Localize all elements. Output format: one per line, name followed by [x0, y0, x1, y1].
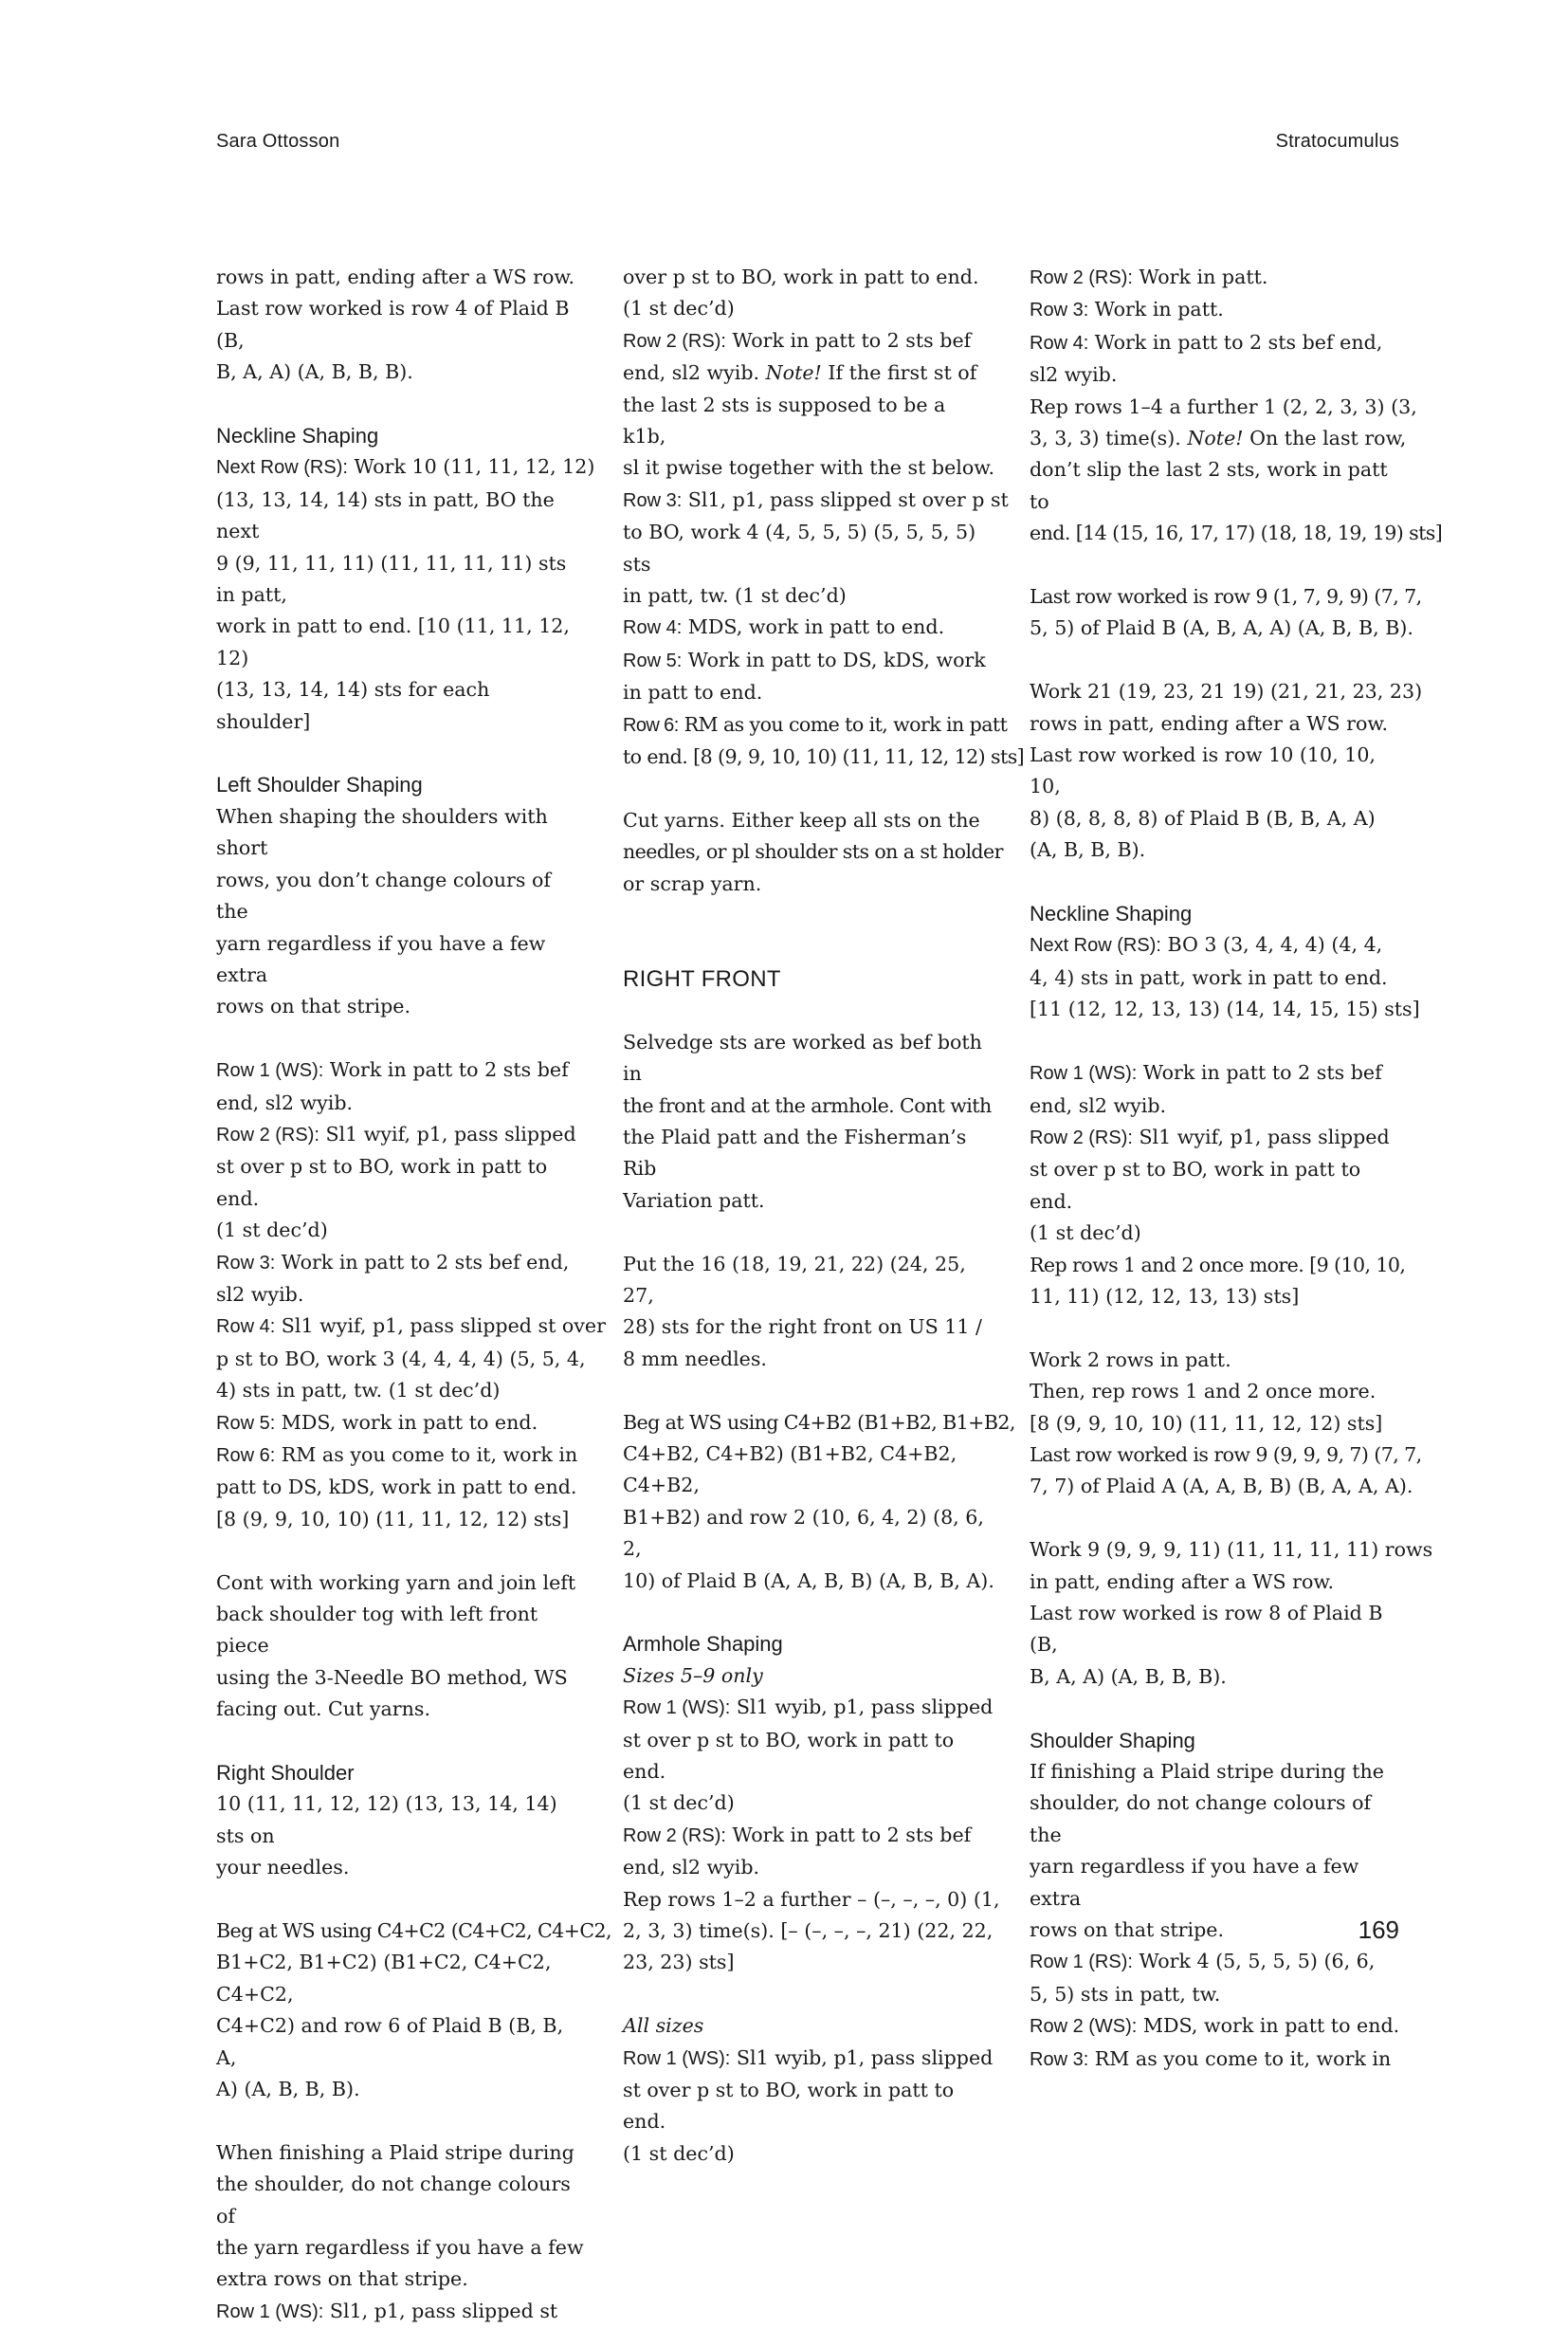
text-line: don’t slip the last 2 sts, work in patt to	[1030, 458, 1388, 513]
text-line: extra rows on that stripe.	[216, 2267, 468, 2291]
text-line: rows on that stripe.	[1030, 1918, 1225, 1942]
text-line: B, A, A) (A, B, B, B).	[1030, 1664, 1227, 1688]
text-line: (1 st dec’d)	[623, 2141, 735, 2165]
row-label: Row 4:	[623, 617, 683, 639]
text-line: [8 (9, 9, 10, 10) (11, 11, 12, 12) sts]	[216, 1507, 570, 1531]
row-label: Row 1 (RS):	[1030, 1952, 1133, 1973]
text-line: Selvedge sts are worked as bef both in	[623, 1030, 982, 1086]
row-text: Work in patt to 2 sts bef end,	[275, 1250, 570, 1274]
text-line: Put the 16 (18, 19, 21, 22) (24, 25, 27,	[623, 1252, 966, 1307]
section-title-right-front: RIGHT FRONT	[623, 965, 781, 992]
text-line	[1030, 1057, 1403, 1090]
heading-left-shoulder-shaping: Left Shoulder Shaping	[216, 773, 423, 797]
text-line	[1030, 423, 1407, 454]
text-line: shoulder, do not change colours of the	[1030, 1791, 1372, 1846]
text-line: Variation patt.	[623, 1188, 765, 1212]
text-line: yarn regardless if you have a few extra	[1030, 1855, 1359, 1910]
row-label: Row 3:	[1030, 2048, 1089, 2070]
text-column-2	[623, 262, 1025, 2170]
text-line: Rep rows 1–4 a further 1 (2, 2, 3, 3) (3,	[1030, 394, 1417, 418]
text-line: to end. [8 (9, 9, 10, 10) (11, 11, 12, 12) sts]	[623, 745, 1025, 769]
text-line	[216, 1247, 588, 1279]
heading-right-shoulder: Right Shoulder	[216, 1761, 355, 1786]
row-label: Row 5:	[216, 1412, 276, 1434]
text-line	[1030, 2044, 1403, 2076]
text-line	[216, 1407, 588, 1439]
text-line: the shoulder, do not change colours of	[216, 2172, 571, 2227]
row-text: Work in patt to 2 sts bef	[1137, 1061, 1382, 1085]
text-line: (A, B, B, B).	[1030, 838, 1146, 862]
text-line: in patt to end.	[623, 681, 763, 705]
text-line	[623, 2010, 994, 2042]
row-text: Work 10 (11, 11, 12, 12)	[347, 455, 595, 479]
text-line	[1030, 262, 1403, 294]
text-line: or scrap yarn.	[623, 871, 762, 895]
text-line: work in patt to end. [10 (11, 11, 12, 12)	[216, 614, 570, 669]
text-line: over p st to BO, work in patt to end.	[623, 266, 979, 288]
text-line: 8 mm needles.	[623, 1347, 767, 1370]
text-line: (1 st dec’d)	[623, 297, 735, 321]
text-line: p st to BO, work 3 (4, 4, 4, 4) (5, 5, 4,	[216, 1347, 586, 1370]
text-line: Work 2 rows in patt.	[1030, 1347, 1231, 1371]
text-line	[623, 709, 1008, 742]
text-line: using the 3-Needle BO method, WS	[216, 1665, 568, 1689]
heading-neckline-shaping: Neckline Shaping	[216, 424, 379, 449]
text-line: sl2 wyib.	[1030, 363, 1118, 387]
text-line: rows in patt, ending after a WS row.	[1030, 711, 1389, 735]
text-line: (1 st dec’d)	[216, 1219, 328, 1242]
row-text: RM as you come to it, work in	[1088, 2046, 1392, 2070]
text-line	[623, 612, 994, 644]
text-line: A) (A, B, B, B).	[216, 2078, 360, 2101]
text-line: back shoulder tog with left front piece	[216, 1603, 538, 1658]
text-line: When shaping the shoulders with short	[216, 804, 548, 860]
text-line: Rep rows 1–2 a further – (–, –, –, 0) (1,	[623, 1887, 1000, 1911]
row-text: MDS, work in patt to end.	[1137, 2014, 1400, 2038]
text-line: Beg at WS using C4+B2 (B1+B2, B1+B2,	[623, 1410, 1015, 1434]
text-line: (13, 13, 14, 14) sts in patt, BO the next	[216, 487, 555, 543]
text-line: the yarn regardless if you have a few	[216, 2236, 584, 2260]
page-number: 169	[1358, 1916, 1399, 1944]
text-line: st over p st to BO, work in patt to end.	[623, 2079, 955, 2134]
sizes-note: Sizes 5–9 only	[623, 1663, 763, 1687]
text-line: Last row worked is row 8 of Plaid B (B,	[1030, 1601, 1383, 1657]
text-line	[1030, 1946, 1403, 1978]
text-line: Work 21 (19, 23, 21 19) (21, 21, 23, 23)	[1030, 680, 1423, 704]
row-text: RM as you come to it, work in	[275, 1442, 578, 1466]
heading-neckline-shaping: Neckline Shaping	[1030, 902, 1193, 926]
row-label: Row 2 (RS):	[216, 1124, 319, 1146]
note-label: Note!	[1187, 427, 1244, 450]
row-label: Row 2 (RS):	[1030, 1127, 1133, 1148]
text-line: rows in patt, ending after a WS row.	[216, 266, 575, 288]
row-text: Work in patt to 2 sts bef end,	[1088, 330, 1383, 354]
text-line: B1+C2, B1+C2) (B1+C2, C4+C2, C4+C2,	[216, 1951, 552, 2006]
heading-shoulder-shaping: Shoulder Shaping	[1030, 1728, 1195, 1752]
text-line	[216, 1054, 588, 1087]
row-text: RM as you come to it, work in patt	[678, 712, 1008, 736]
text-line: 5, 5) of Plaid B (A, B, A, A) (A, B, B, B).	[1030, 616, 1413, 640]
row-label: Row 2 (WS):	[1030, 2016, 1138, 2038]
row-text: If the first st of	[821, 361, 977, 385]
text-line	[623, 2043, 994, 2075]
text-line: 7, 7) of Plaid A (A, A, B, B) (B, A, A, A).	[1030, 1475, 1413, 1498]
text-line: 2, 3, 3) time(s). [– (–, –, –, 21) (22, 22,	[623, 1919, 994, 1943]
text-line	[623, 1692, 994, 1724]
text-line: Beg at WS using C4+C2 (C4+C2, C4+C2,	[216, 1919, 611, 1943]
text-line	[623, 357, 994, 389]
text-line	[216, 1311, 606, 1343]
row-text: end, sl2 wyib.	[623, 361, 766, 385]
text-line: When finishing a Plaid stripe during	[216, 2140, 574, 2164]
text-line: in patt, tw. (1 st dec’d)	[623, 584, 847, 608]
text-line: [8 (9, 9, 10, 10) (11, 11, 12, 12) sts]	[1030, 1411, 1383, 1435]
text-line: 23, 23) sts]	[623, 1951, 735, 1974]
text-line: rows, you don’t change colours of the	[216, 868, 551, 924]
text-line: end, sl2 wyib.	[1030, 1093, 1167, 1117]
text-line	[1030, 294, 1403, 326]
row-label: Row 6:	[623, 714, 679, 736]
text-line: st over p st to BO, work in patt to end.	[1030, 1158, 1361, 1213]
row-label: Row 3:	[1030, 300, 1089, 321]
text-line: B1+B2) and row 2 (10, 6, 4, 2) (8, 6, 2,	[623, 1505, 984, 1561]
row-text: Work in patt to 2 sts bef	[725, 328, 972, 352]
text-line: the last 2 sts is supposed to be a k1b,	[623, 393, 946, 449]
text-line: 10 (11, 11, 12, 12) (13, 13, 14, 14) sts on	[216, 1792, 557, 1847]
text-line: the Plaid patt and the Fisherman’s Rib	[623, 1125, 967, 1181]
text-line	[216, 1439, 588, 1472]
text-line: Last row worked is row 4 of Plaid B (B,	[216, 297, 570, 352]
text-line: (13, 13, 14, 14) sts for each shoulder]	[216, 678, 490, 733]
running-header-title: Stratocumulus	[1275, 131, 1399, 152]
row-label: Row 3:	[216, 1252, 276, 1274]
row-label: Row 1 (WS):	[623, 1697, 731, 1719]
text-line: 9 (9, 11, 11, 11) (11, 11, 11, 11) sts in patt,	[216, 551, 567, 607]
text-line: Last row worked is row 9 (9, 9, 9, 7) (7, 7,	[1030, 1442, 1422, 1466]
text-line: yarn regardless if you have a few extra	[216, 931, 546, 986]
row-label: Row 1 (WS):	[1030, 1063, 1138, 1085]
text-line: 4) sts in patt, tw. (1 st dec’d)	[216, 1379, 501, 1402]
note-label: Note!	[765, 361, 822, 385]
text-line: 10) of Plaid B (A, A, B, B) (A, B, B, A).	[623, 1568, 994, 1592]
text-line: Cont with working yarn and join left	[216, 1570, 576, 1594]
text-line	[216, 451, 595, 484]
row-text: Work in patt.	[1132, 266, 1268, 288]
row-label: Row 5:	[623, 650, 683, 671]
text-line: Last row worked is row 9 (1, 7, 9, 9) (7, 7,	[1030, 585, 1422, 609]
row-label: Row 4:	[216, 1316, 276, 1338]
row-text: Sl1 wyib, p1, pass slipped	[730, 1696, 994, 1719]
text-line: If finishing a Plaid stripe during the	[1030, 1759, 1384, 1783]
row-label: Row 1 (WS):	[216, 2301, 324, 2322]
row-text: Sl1 wyif, p1, pass slipped	[1132, 1125, 1390, 1148]
row-text: Work in patt to 2 sts bef	[323, 1058, 569, 1082]
row-label: Row 4:	[1030, 332, 1089, 354]
text-line: 8) (8, 8, 8, 8) of Plaid B (B, B, A, A)	[1030, 806, 1376, 830]
text-line: patt to DS, kDS, work in patt to end.	[216, 1476, 577, 1499]
row-text: Sl1 wyib, p1, pass slipped	[730, 2045, 994, 2069]
row-label: Row 2 (RS):	[623, 330, 726, 352]
row-label: Next Row (RS):	[1030, 935, 1161, 957]
row-label: Row 1 (WS):	[216, 1060, 324, 1082]
text-line: (1 st dec’d)	[1030, 1221, 1141, 1245]
text-line: your needles.	[216, 1856, 350, 1879]
row-text: Sl1, p1, pass slipped st	[323, 2299, 558, 2322]
text-line	[216, 2296, 588, 2328]
text-line: the front and at the armhole. Cont with	[623, 1093, 992, 1117]
text-line: facing out. Cut yarns.	[216, 1697, 431, 1721]
row-text: Sl1, p1, pass slipped st over p st	[682, 487, 1009, 511]
text-line	[1030, 929, 1403, 962]
row-text: Work 4 (5, 5, 5, 5) (6, 6,	[1132, 1950, 1376, 1973]
text-line: Rep rows 1 and 2 once more. [9 (10, 10,	[1030, 1253, 1406, 1276]
text-line: (1 st dec’d)	[623, 1791, 735, 1815]
text-line: Cut yarns. Either keep all sts on the	[623, 808, 980, 832]
text-line	[623, 325, 994, 357]
text-column-1	[216, 262, 611, 2328]
row-text: Sl1 wyif, p1, pass slipped	[319, 1122, 576, 1146]
running-header-author: Sara Ottosson	[216, 131, 340, 152]
text-line: Last row worked is row 10 (10, 10, 10,	[1030, 743, 1376, 798]
text-line	[1030, 1122, 1403, 1154]
text-line	[1030, 2010, 1403, 2043]
row-label: Row 2 (RS):	[1030, 267, 1133, 288]
text-line: sl it pwise together with the st below.	[623, 456, 995, 480]
text-line: C4+C2) and row 6 of Plaid B (B, B, A,	[216, 2014, 564, 2069]
row-label: Row 1 (WS):	[623, 2047, 731, 2069]
row-label: Row 2 (RS):	[623, 1824, 726, 1846]
text-line: to BO, work 4 (4, 5, 5, 5) (5, 5, 5, 5) sts	[623, 521, 976, 576]
row-text: On the last row,	[1243, 427, 1407, 450]
row-label: Row 6:	[216, 1444, 276, 1466]
text-line: 5, 5) sts in patt, tw.	[1030, 1982, 1221, 2006]
text-line	[216, 1119, 588, 1151]
text-line: end, sl2 wyib.	[216, 1091, 354, 1114]
heading-armhole-shaping: Armhole Shaping	[623, 1632, 783, 1657]
row-label: Next Row (RS):	[216, 457, 348, 479]
text-line: st over p st to BO, work in patt to end.	[216, 1155, 548, 1210]
text-line: sl2 wyib.	[216, 1282, 304, 1306]
row-text: MDS, work in patt to end.	[275, 1410, 538, 1434]
text-column-3	[1030, 262, 1443, 2076]
text-line: rows on that stripe.	[216, 995, 411, 1018]
row-text: MDS, work in patt to end.	[682, 615, 945, 639]
text-line: B, A, A) (A, B, B, B).	[216, 360, 413, 384]
row-text: BO 3 (3, 4, 4, 4) (4, 4,	[1160, 933, 1383, 957]
text-line	[623, 645, 994, 677]
row-text: Work in patt to DS, kDS, work	[682, 648, 986, 671]
text-line: needles, or pl shoulder sts on a st holder	[623, 840, 1003, 864]
row-text: Work in patt to 2 sts bef	[725, 1823, 972, 1846]
text-line: st over p st to BO, work in patt to end.	[623, 1728, 955, 1783]
text-line: 28) sts for the right front on US 11 /	[623, 1315, 982, 1339]
text-line: end. [14 (15, 16, 17, 17) (18, 18, 19, 19) sts]	[1030, 522, 1443, 545]
text-line	[1030, 327, 1403, 359]
text-line: [11 (12, 12, 13, 13) (14, 14, 15, 15) sts]	[1030, 998, 1420, 1021]
row-text: Work in patt.	[1088, 298, 1224, 321]
row-text: Sl1 wyif, p1, pass slipped st over	[275, 1314, 606, 1338]
text-line	[623, 1660, 994, 1692]
text-line: in patt, ending after a WS row.	[1030, 1569, 1335, 1593]
text-line	[623, 485, 1009, 517]
text-line: C4+B2, C4+B2) (B1+B2, C4+B2, C4+B2,	[623, 1441, 957, 1497]
sizes-note: All sizes	[623, 2014, 704, 2038]
text-line: Then, rep rows 1 and 2 once more.	[1030, 1380, 1377, 1403]
row-text: 3, 3, 3) time(s).	[1030, 427, 1188, 450]
text-line	[623, 1820, 994, 1852]
text-line: 4, 4) sts in patt, work in patt to end.	[1030, 965, 1388, 989]
row-label: Row 3:	[623, 489, 683, 511]
text-line: Work 9 (9, 9, 9, 11) (11, 11, 11, 11) rows	[1030, 1538, 1433, 1562]
text-line: end, sl2 wyib.	[623, 1856, 760, 1879]
text-line: 11, 11) (12, 12, 13, 13) sts]	[1030, 1284, 1300, 1308]
